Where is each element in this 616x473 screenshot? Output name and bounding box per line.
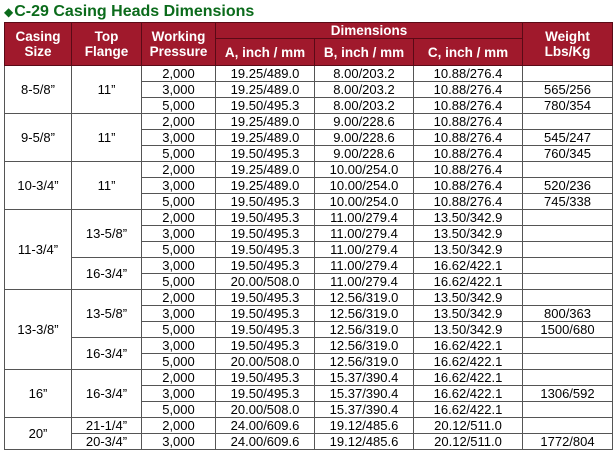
cell-weight bbox=[523, 66, 613, 82]
table-body bbox=[5, 66, 613, 450]
cell-pressure: 5,000 bbox=[142, 194, 216, 210]
cell-pressure: 2,000 bbox=[142, 162, 216, 178]
cell-casing-size: 8-5/8” bbox=[5, 66, 72, 114]
cell-weight bbox=[523, 274, 613, 290]
cell-dim-c: 10.88/276.4 bbox=[414, 66, 523, 82]
cell-dim-b: 10.00/254.0 bbox=[315, 162, 414, 178]
header-weight: Weight Lbs/Kg bbox=[523, 23, 613, 66]
cell-dim-a: 20.00/508.0 bbox=[216, 354, 315, 370]
cell-weight bbox=[523, 370, 613, 386]
cell-dim-a: 19.50/495.3 bbox=[216, 322, 315, 338]
cell-dim-c: 13.50/342.9 bbox=[414, 306, 523, 322]
cell-pressure: 3,000 bbox=[142, 306, 216, 322]
cell-pressure: 2,000 bbox=[142, 66, 216, 82]
cell-casing-size: 9-5/8” bbox=[5, 114, 72, 162]
cell-dim-a: 19.25/489.0 bbox=[216, 162, 315, 178]
cell-dim-a: 19.50/495.3 bbox=[216, 210, 315, 226]
table-row bbox=[5, 434, 613, 450]
cell-weight bbox=[523, 114, 613, 130]
cell-pressure: 3,000 bbox=[142, 434, 216, 450]
cell-dim-a: 19.25/489.0 bbox=[216, 130, 315, 146]
header-b: B, inch / mm bbox=[315, 39, 414, 66]
cell-dim-a: 24.00/609.6 bbox=[216, 418, 315, 434]
cell-top-flange: 13-5/8” bbox=[72, 290, 142, 338]
cell-dim-b: 19.12/485.6 bbox=[315, 434, 414, 450]
cell-dim-c: 10.88/276.4 bbox=[414, 194, 523, 210]
cell-weight: 565/256 bbox=[523, 82, 613, 98]
cell-dim-c: 20.12/511.0 bbox=[414, 418, 523, 434]
cell-dim-c: 16.62/422.1 bbox=[414, 386, 523, 402]
cell-dim-a: 19.50/495.3 bbox=[216, 226, 315, 242]
cell-dim-b: 15.37/390.4 bbox=[315, 370, 414, 386]
cell-pressure: 3,000 bbox=[142, 82, 216, 98]
cell-dim-b: 10.00/254.0 bbox=[315, 178, 414, 194]
cell-weight bbox=[523, 242, 613, 258]
cell-top-flange: 11” bbox=[72, 162, 142, 210]
cell-dim-b: 15.37/390.4 bbox=[315, 402, 414, 418]
cell-pressure: 2,000 bbox=[142, 418, 216, 434]
header-working-pressure: Working Pressure bbox=[142, 23, 216, 66]
header-a: A, inch / mm bbox=[216, 39, 315, 66]
cell-weight: 1306/592 bbox=[523, 386, 613, 402]
cell-dim-c: 10.88/276.4 bbox=[414, 178, 523, 194]
cell-dim-c: 16.62/422.1 bbox=[414, 370, 523, 386]
cell-pressure: 2,000 bbox=[142, 290, 216, 306]
cell-pressure: 5,000 bbox=[142, 274, 216, 290]
cell-casing-size: 13-3/8” bbox=[5, 290, 72, 370]
cell-dim-b: 12.56/319.0 bbox=[315, 306, 414, 322]
header-dimensions: Dimensions bbox=[216, 23, 523, 39]
cell-dim-b: 12.56/319.0 bbox=[315, 338, 414, 354]
cell-dim-c: 16.62/422.1 bbox=[414, 258, 523, 274]
cell-top-flange: 21-1/4” bbox=[72, 418, 142, 434]
cell-weight: 800/363 bbox=[523, 306, 613, 322]
diamond-bullet-icon: ◆ bbox=[4, 5, 14, 19]
cell-weight bbox=[523, 290, 613, 306]
cell-weight bbox=[523, 338, 613, 354]
cell-dim-a: 19.50/495.3 bbox=[216, 98, 315, 114]
cell-pressure: 2,000 bbox=[142, 114, 216, 130]
cell-dim-c: 16.62/422.1 bbox=[414, 354, 523, 370]
cell-dim-b: 11.00/279.4 bbox=[315, 210, 414, 226]
table-row bbox=[5, 66, 613, 82]
header-top-flange: Top Flange bbox=[72, 23, 142, 66]
cell-dim-c: 20.12/511.0 bbox=[414, 434, 523, 450]
cell-dim-a: 19.50/495.3 bbox=[216, 306, 315, 322]
cell-weight: 1500/680 bbox=[523, 322, 613, 338]
title-text: C-29 Casing Heads Dimensions bbox=[14, 3, 255, 20]
cell-pressure: 5,000 bbox=[142, 354, 216, 370]
cell-weight: 520/236 bbox=[523, 178, 613, 194]
cell-dim-c: 16.62/422.1 bbox=[414, 402, 523, 418]
cell-pressure: 5,000 bbox=[142, 146, 216, 162]
table-row bbox=[5, 162, 613, 178]
cell-dim-a: 24.00/609.6 bbox=[216, 434, 315, 450]
cell-dim-a: 19.50/495.3 bbox=[216, 386, 315, 402]
cell-dim-b: 12.56/319.0 bbox=[315, 354, 414, 370]
cell-casing-size: 20” bbox=[5, 418, 72, 450]
cell-top-flange: 20-3/4” bbox=[72, 434, 142, 450]
cell-dim-b: 12.56/319.0 bbox=[315, 290, 414, 306]
cell-top-flange: 11” bbox=[72, 66, 142, 114]
cell-dim-b: 11.00/279.4 bbox=[315, 226, 414, 242]
cell-dim-b: 9.00/228.6 bbox=[315, 114, 414, 130]
cell-weight: 745/338 bbox=[523, 194, 613, 210]
cell-dim-a: 19.25/489.0 bbox=[216, 114, 315, 130]
cell-dim-a: 19.50/495.3 bbox=[216, 290, 315, 306]
cell-dim-c: 13.50/342.9 bbox=[414, 242, 523, 258]
cell-dim-a: 20.00/508.0 bbox=[216, 402, 315, 418]
cell-dim-b: 11.00/279.4 bbox=[315, 242, 414, 258]
cell-dim-c: 10.88/276.4 bbox=[414, 82, 523, 98]
cell-pressure: 5,000 bbox=[142, 242, 216, 258]
cell-weight bbox=[523, 402, 613, 418]
cell-dim-b: 8.00/203.2 bbox=[315, 98, 414, 114]
cell-dim-b: 15.37/390.4 bbox=[315, 386, 414, 402]
cell-dim-a: 19.50/495.3 bbox=[216, 370, 315, 386]
cell-pressure: 5,000 bbox=[142, 98, 216, 114]
cell-top-flange: 16-3/4” bbox=[72, 338, 142, 370]
cell-dim-c: 16.62/422.1 bbox=[414, 338, 523, 354]
cell-dim-b: 19.12/485.6 bbox=[315, 418, 414, 434]
cell-top-flange: 16-3/4” bbox=[72, 370, 142, 418]
cell-dim-b: 9.00/228.6 bbox=[315, 146, 414, 162]
cell-weight bbox=[523, 418, 613, 434]
cell-dim-a: 19.25/489.0 bbox=[216, 82, 315, 98]
cell-dim-b: 10.00/254.0 bbox=[315, 194, 414, 210]
cell-pressure: 3,000 bbox=[142, 386, 216, 402]
cell-dim-c: 10.88/276.4 bbox=[414, 146, 523, 162]
cell-dim-c: 10.88/276.4 bbox=[414, 98, 523, 114]
cell-dim-c: 13.50/342.9 bbox=[414, 210, 523, 226]
cell-top-flange: 16-3/4” bbox=[72, 258, 142, 290]
cell-dim-b: 11.00/279.4 bbox=[315, 258, 414, 274]
cell-pressure: 5,000 bbox=[142, 322, 216, 338]
cell-weight bbox=[523, 258, 613, 274]
cell-dim-a: 19.50/495.3 bbox=[216, 146, 315, 162]
cell-weight bbox=[523, 162, 613, 178]
cell-dim-b: 11.00/279.4 bbox=[315, 274, 414, 290]
cell-pressure: 3,000 bbox=[142, 130, 216, 146]
cell-dim-c: 13.50/342.9 bbox=[414, 226, 523, 242]
cell-pressure: 5,000 bbox=[142, 402, 216, 418]
table-row bbox=[5, 290, 613, 306]
cell-dim-c: 13.50/342.9 bbox=[414, 322, 523, 338]
cell-dim-c: 10.88/276.4 bbox=[414, 162, 523, 178]
table-row bbox=[5, 418, 613, 434]
cell-dim-c: 13.50/342.9 bbox=[414, 290, 523, 306]
table-row bbox=[5, 338, 613, 354]
cell-weight: 545/247 bbox=[523, 130, 613, 146]
cell-dim-a: 19.25/489.0 bbox=[216, 178, 315, 194]
header-c: C, inch / mm bbox=[414, 39, 523, 66]
cell-dim-a: 20.00/508.0 bbox=[216, 274, 315, 290]
cell-pressure: 3,000 bbox=[142, 338, 216, 354]
cell-dim-b: 8.00/203.2 bbox=[315, 66, 414, 82]
cell-pressure: 2,000 bbox=[142, 370, 216, 386]
cell-pressure: 2,000 bbox=[142, 210, 216, 226]
cell-dim-c: 10.88/276.4 bbox=[414, 130, 523, 146]
page-title bbox=[4, 2, 254, 22]
cell-dim-b: 9.00/228.6 bbox=[315, 130, 414, 146]
cell-weight bbox=[523, 354, 613, 370]
casing-heads-table bbox=[4, 22, 613, 450]
cell-top-flange: 11” bbox=[72, 114, 142, 162]
cell-dim-b: 12.56/319.0 bbox=[315, 322, 414, 338]
cell-casing-size: 16” bbox=[5, 370, 72, 418]
header-casing-size: Casing Size bbox=[5, 23, 72, 66]
table-row bbox=[5, 114, 613, 130]
cell-dim-a: 19.50/495.3 bbox=[216, 338, 315, 354]
cell-dim-a: 19.50/495.3 bbox=[216, 242, 315, 258]
cell-weight bbox=[523, 210, 613, 226]
cell-pressure: 3,000 bbox=[142, 178, 216, 194]
cell-dim-b: 8.00/203.2 bbox=[315, 82, 414, 98]
cell-pressure: 3,000 bbox=[142, 226, 216, 242]
cell-dim-a: 19.25/489.0 bbox=[216, 66, 315, 82]
cell-top-flange: 13-5/8” bbox=[72, 210, 142, 258]
cell-pressure: 3,000 bbox=[142, 258, 216, 274]
table-row bbox=[5, 258, 613, 274]
cell-weight bbox=[523, 226, 613, 242]
table-row bbox=[5, 210, 613, 226]
cell-casing-size: 11-3/4” bbox=[5, 210, 72, 290]
cell-dim-a: 19.50/495.3 bbox=[216, 194, 315, 210]
cell-weight: 760/345 bbox=[523, 146, 613, 162]
cell-weight: 780/354 bbox=[523, 98, 613, 114]
cell-weight: 1772/804 bbox=[523, 434, 613, 450]
table-row bbox=[5, 370, 613, 386]
cell-dim-c: 10.88/276.4 bbox=[414, 114, 523, 130]
cell-dim-a: 19.50/495.3 bbox=[216, 258, 315, 274]
cell-dim-c: 16.62/422.1 bbox=[414, 274, 523, 290]
cell-casing-size: 10-3/4” bbox=[5, 162, 72, 210]
